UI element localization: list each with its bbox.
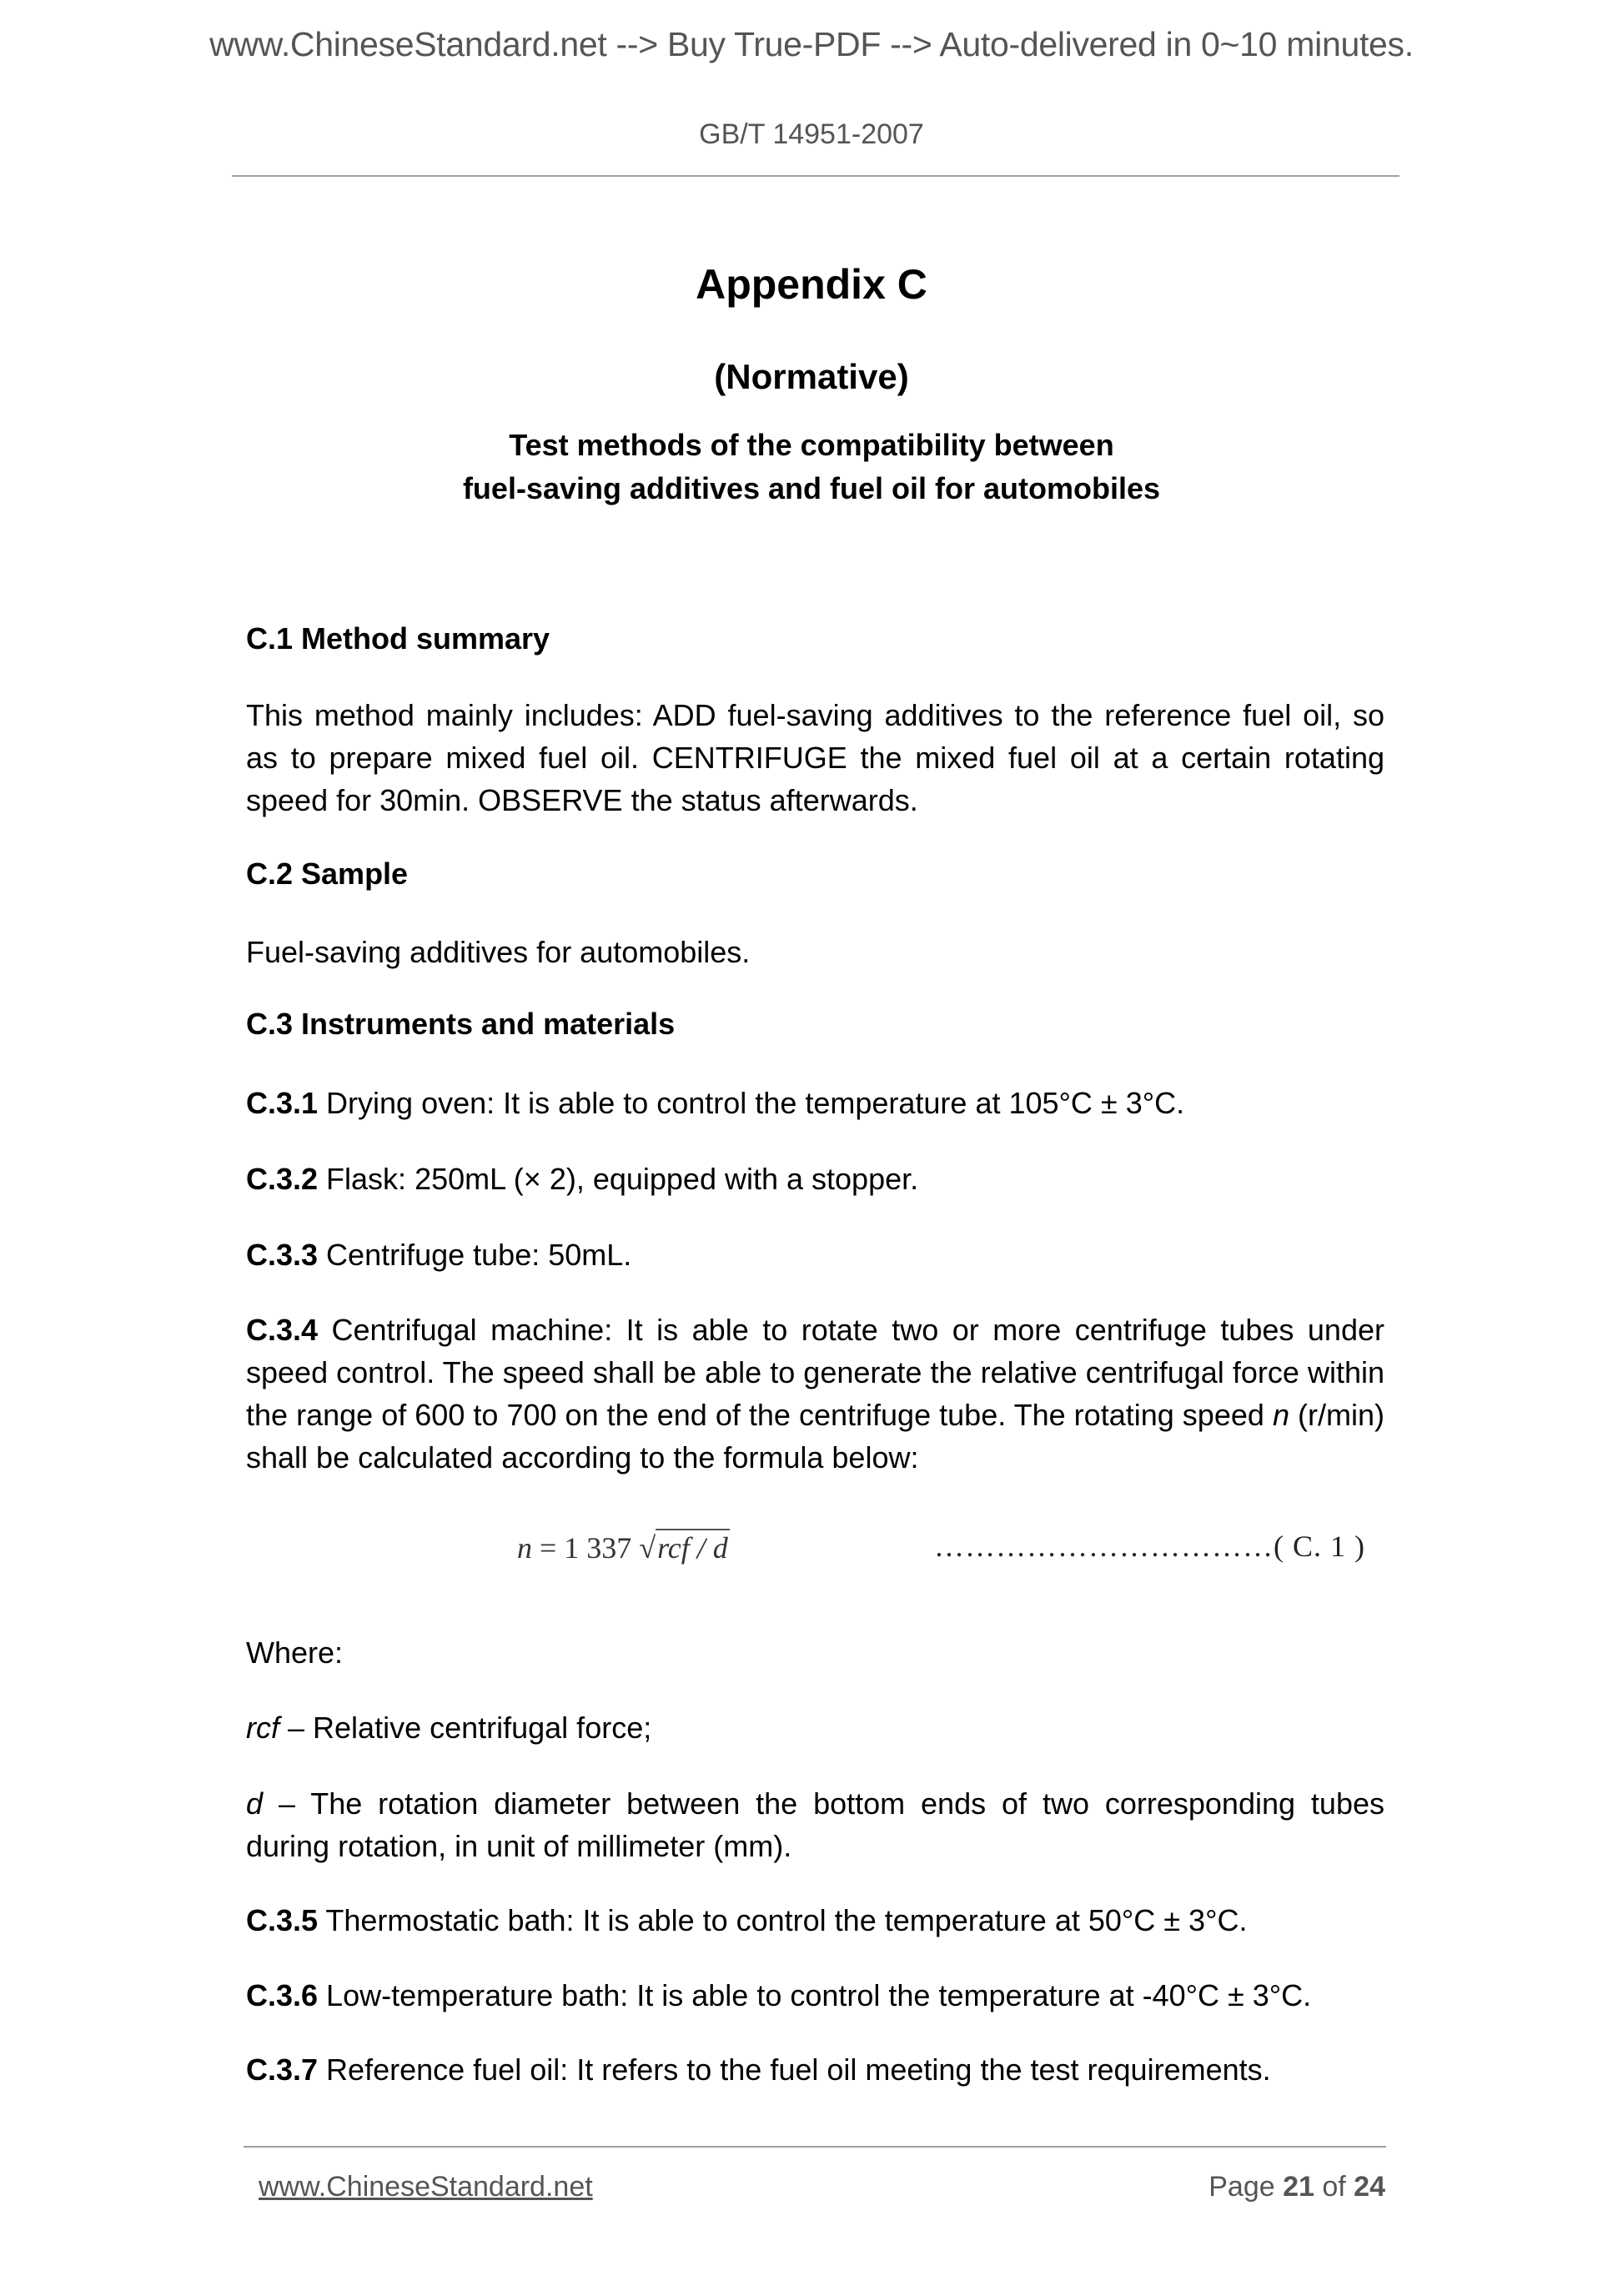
clause-c3-6 (246, 1974, 1384, 2017)
definition-d (246, 1782, 1384, 1867)
definition-text: – Relative centrifugal force; (279, 1711, 652, 1745)
definition-rcf (246, 1706, 1384, 1749)
definition-text: – The rotation diameter between the bottom ends of two corresponding tubes during rotation, in unit of millimeter (mm). (246, 1786, 1384, 1863)
formula-c1 (517, 1522, 1384, 1572)
section-heading-c3: C.3 Instruments and materials (246, 1007, 676, 1041)
section-heading-c1: C.1 Method summary (246, 621, 550, 656)
header-banner: www.ChineseStandard.net --> Buy True-PDF --> Auto-delivered in 0~10 minutes. (209, 25, 1414, 63)
clause-text: Thermostatic bath: It is able to control the temperature at 50°C ± 3°C. (318, 1903, 1248, 1937)
standard-number: GB/T 14951-2007 (699, 118, 924, 150)
page-prefix: Page (1208, 2171, 1284, 2203)
sqrt-icon: √ (639, 1531, 656, 1565)
clause-c3-5 (246, 1899, 1384, 1942)
clause-c3-3 (246, 1233, 1384, 1276)
formula-label: ( C. 1 ) (1274, 1530, 1365, 1563)
clause-number: C.3.5 (246, 1903, 319, 1937)
page-total: 24 (1354, 2171, 1385, 2203)
formula-lhs: n (517, 1531, 532, 1565)
symbol-rcf: rcf (246, 1711, 279, 1745)
footer-website-link[interactable]: www.ChineseStandard.net (259, 2171, 593, 2203)
normative-label: (Normative) (714, 357, 909, 396)
formula-radicand: rcf / d (656, 1529, 730, 1565)
subtitle-line-2: fuel-saving additives and fuel oil for automobiles (462, 471, 1161, 505)
appendix-title: Appendix C (696, 261, 927, 308)
document-subtitle (0, 424, 1623, 510)
clause-number: C.3.3 (246, 1238, 319, 1272)
page-of: of (1314, 2171, 1354, 2203)
clause-number: C.3.6 (246, 1978, 319, 2012)
symbol-d: d (246, 1786, 264, 1821)
clause-number: C.3.7 (246, 2052, 319, 2087)
clause-text: Centrifugal machine: It is able to rotate two or more centrifuge tubes under speed control. The speed shall be able to generate the relative centrifugal force within the range of 600 to 700 on the end of the centrifuge tube. The rotating speed (246, 1313, 1384, 1432)
clause-text: Centrifuge tube: 50mL. (318, 1238, 632, 1272)
where-label: Where: (246, 1635, 344, 1670)
leader-dots: …………………………… (934, 1530, 1274, 1563)
formula-equals: = 1 337 (532, 1531, 640, 1565)
page-current: 21 (1283, 2171, 1314, 2203)
section-heading-c2: C.2 Sample (246, 857, 409, 891)
variable-n: n (1272, 1398, 1289, 1432)
clause-c3-7 (246, 2048, 1384, 2091)
clause-text-continued: (r/min) shall be calculated according to the formula below: (246, 1398, 1384, 1475)
formula-number-leader (934, 1529, 1365, 1564)
method-summary-text: This method mainly includes: ADD fuel-saving additives to the reference fuel oil, so as to prepare mixed fuel oil. CENTRIFUGE the mixed fuel oil at a certain rotating speed for 30min. OBSERVE the status afterwards. (246, 698, 1384, 817)
subtitle-line-1: Test methods of the compatibility between (509, 428, 1114, 462)
clause-number: C.3.2 (246, 1162, 319, 1196)
sample-text: Fuel-saving additives for automobiles. (246, 935, 751, 969)
clause-text: Reference fuel oil: It refers to the fuel oil meeting the test requirements. (318, 2052, 1271, 2087)
formula-expression (517, 1529, 730, 1565)
clause-text: Flask: 250mL (× 2), equipped with a stopper. (318, 1162, 919, 1196)
clause-c3-4 (246, 1309, 1384, 1479)
clause-number: C.3.1 (246, 1086, 319, 1120)
clause-text: Drying oven: It is able to control the temperature at 105°C ± 3°C. (318, 1086, 1185, 1120)
clause-text: Low-temperature bath: It is able to control the temperature at -40°C ± 3°C. (318, 1978, 1312, 2012)
footer-divider (244, 2146, 1386, 2148)
clause-c3-2 (246, 1158, 1384, 1200)
clause-number: C.3.4 (246, 1313, 319, 1347)
header-divider (232, 175, 1399, 177)
page-indicator (1208, 2171, 1385, 2203)
clause-c3-1 (246, 1082, 1384, 1124)
